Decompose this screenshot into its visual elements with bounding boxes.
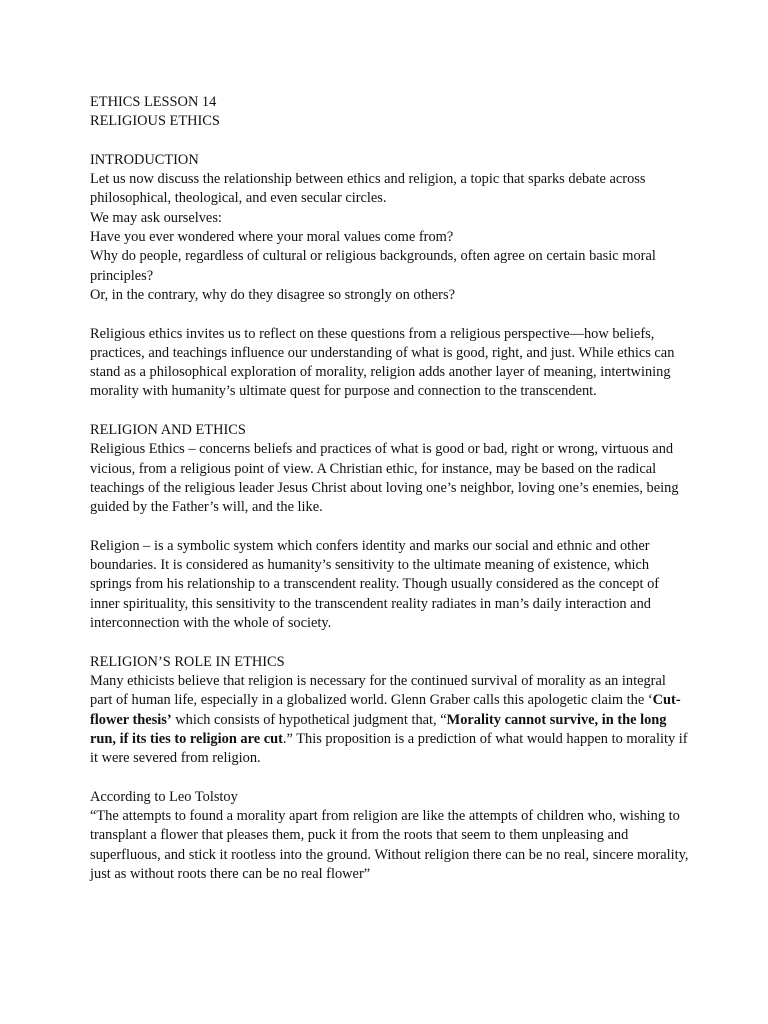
role-text-mid: which consists of hypothetical judgment that, “ xyxy=(171,711,447,728)
role-heading: RELIGION’S ROLE IN ETHICS xyxy=(90,653,285,670)
role-text-start: Many ethicists believe that religion is necessary for the continued survival of morality as an integral part of human life, especially in a globalized world. Glenn Graber calls this apologetic claim the ‘ xyxy=(90,672,666,709)
lesson-topic: RELIGIOUS ETHICS xyxy=(90,113,220,130)
lesson-title: ETHICS LESSON 14 xyxy=(90,94,217,110)
question-1: Have you ever wondered where your moral values come from? xyxy=(90,229,454,246)
spacer xyxy=(90,132,690,151)
introduction-heading: INTRODUCTION xyxy=(90,151,199,168)
morality-quote: Morality cannot survive, in the long run, if its ties to religion are cut xyxy=(90,711,667,747)
religion-definition: Religion – is a symbolic system which confers identity and marks our social and ethnic and other boundaries. It is considered as humanity’s sensitivity to the ultimate meaning of existence, which springs from his relationship to a transcendent reality. Though usually considered as the concept of inner spirituality, this sensitivity to the transcendent reality radiates in man’s daily interaction and interconnection with the whole of society. xyxy=(90,537,660,632)
tolstoy-quote: “The attempts to found a morality apart from religion are like the attempts of children who, wishing to transplant a flower that pleases them, puck it from the roots that seem to them unpleasing and superfluous, and stick it rootless into the ground. Without religion there can be no real, sincere morality, just as without roots there can be no real flower” xyxy=(90,807,689,882)
spacer xyxy=(90,633,690,652)
religion-ethics-heading: RELIGION AND ETHICS xyxy=(90,422,246,439)
spacer xyxy=(90,402,690,421)
introduction-lead: Let us now discuss the relationship between ethics and religion, a topic that sparks debate across philosophical, theological, and even secular circles. xyxy=(90,171,646,207)
spacer xyxy=(90,518,690,537)
tolstoy-intro: According to Leo Tolstoy xyxy=(90,788,238,805)
question-2: Why do people, regardless of cultural or religious backgrounds, often agree on certain basic moral principles? xyxy=(90,248,656,284)
cut-flower-thesis: Cut-flower thesis’ xyxy=(90,692,681,728)
role-text-end: .” This proposition is a prediction of what would happen to morality if it were severed from religion. xyxy=(90,730,688,767)
spacer xyxy=(90,768,690,787)
introduction-paragraph: Religious ethics invites us to reflect on these questions from a religious perspective—how beliefs, practices, and teachings influence our understanding of what is good, right, and just. While ethics can stand as a philosophical exploration of morality, religion adds another layer of meaning, intertwining morality with humanity’s ultimate quest for purpose and connection to the transcendent. xyxy=(90,325,675,400)
document-page xyxy=(90,93,690,884)
role-paragraph xyxy=(90,672,690,768)
introduction-ask: We may ask ourselves: xyxy=(90,209,222,226)
question-3: Or, in the contrary, why do they disagree so strongly on others? xyxy=(90,286,455,303)
spacer xyxy=(90,305,690,324)
religious-ethics-definition: Religious Ethics – concerns beliefs and practices of what is good or bad, right or wrong, virtuous and vicious, from a religious point of view. A Christian ethic, for instance, may be based on the radical teachings of the religious leader Jesus Christ about loving one’s neighbor, loving one’s enemies, being guided by the Father’s will, and the like. xyxy=(90,441,679,516)
